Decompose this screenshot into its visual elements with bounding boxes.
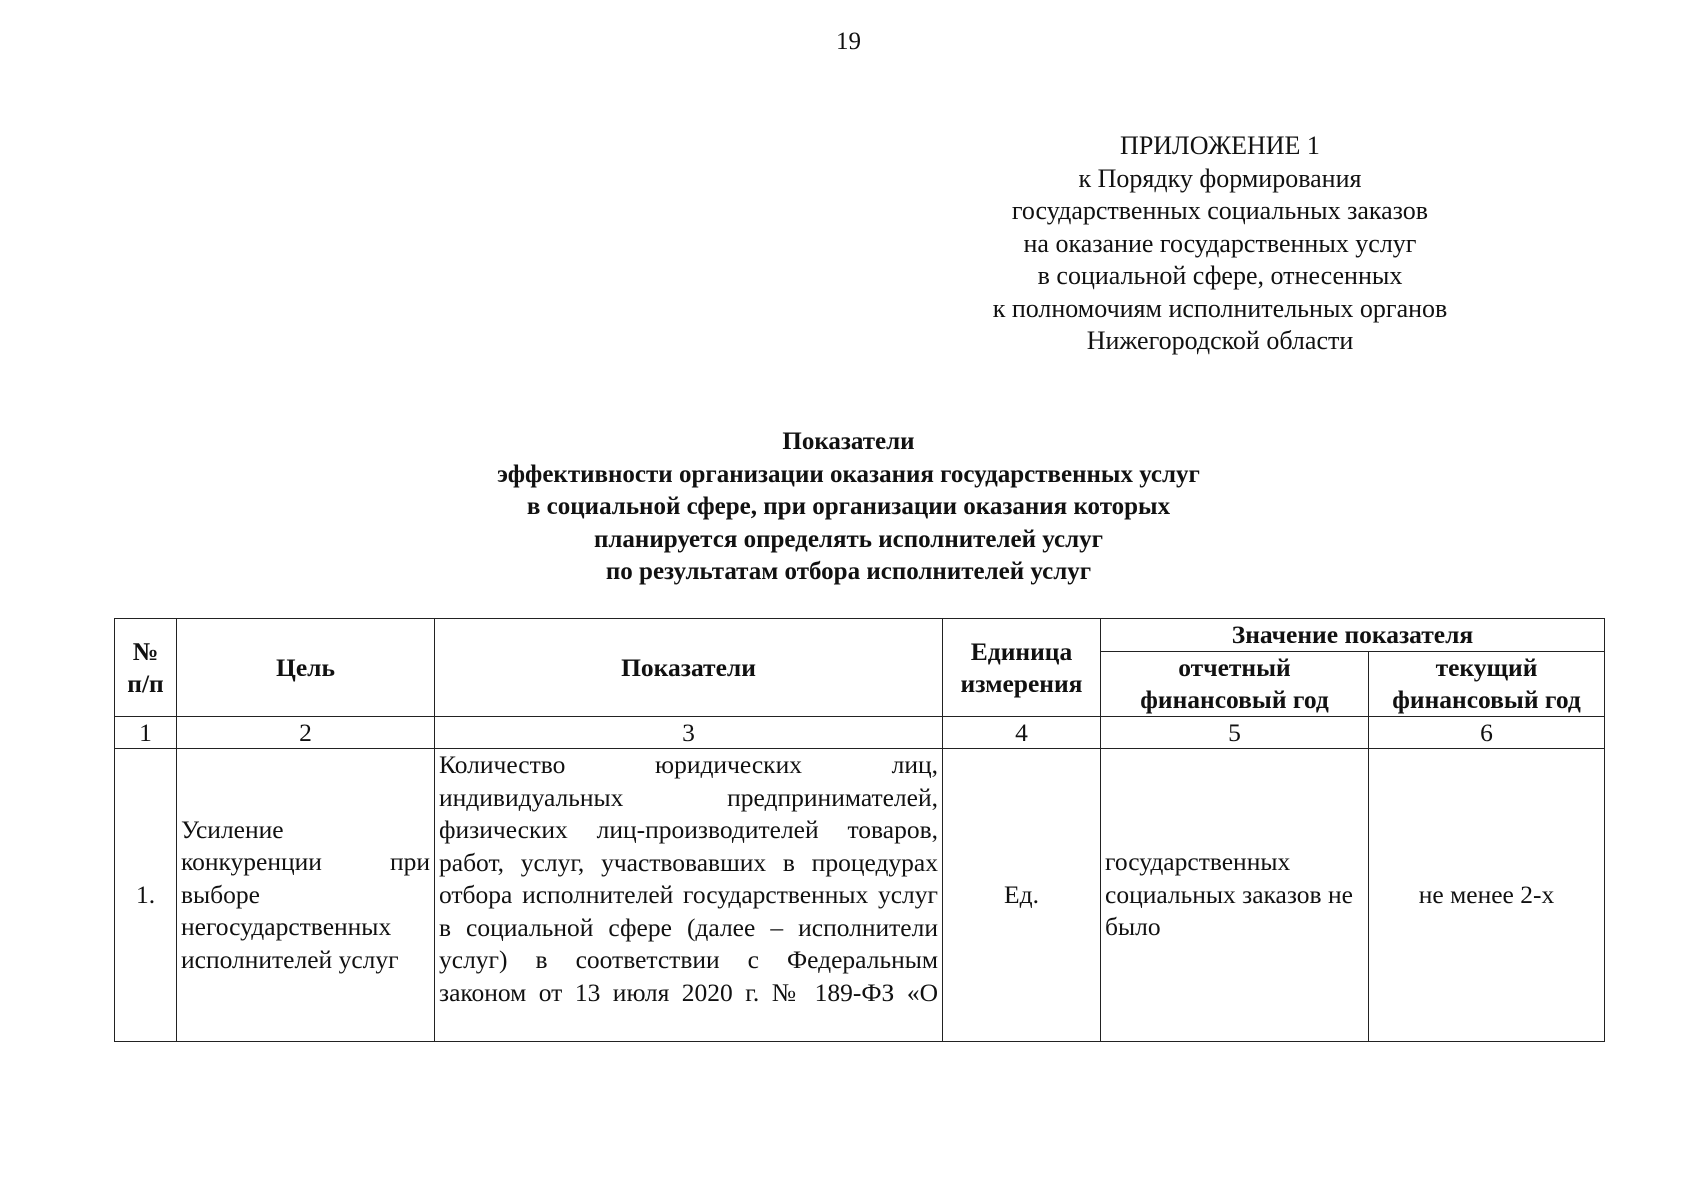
row-goal: Усиление конкуренции при выборе негосударственных исполнителей услуг: [177, 749, 435, 1042]
table-row: [115, 749, 1605, 1042]
column-number: 1: [115, 717, 177, 749]
column-number: 6: [1369, 717, 1605, 749]
title-line: в социальной сфере, при организации оказания которых: [526, 493, 1171, 520]
title-line: планируется определять исполнителей услуг: [594, 525, 1103, 553]
appendix-line: к полномочиям исполнительных органов: [992, 293, 1448, 323]
header-num: № п/п: [115, 619, 177, 717]
header-indicators: Показатели: [435, 619, 943, 717]
appendix-line: государственных социальных заказов: [1011, 196, 1429, 225]
row-unit: Ед.: [943, 749, 1101, 1042]
header-unit: Единица измерения: [943, 619, 1101, 717]
row-indicator: Количество юридических лиц, индивидуальных предпринимателей, физических лиц-производителей товаров, работ, услуг, участвовавших в процедурах отбора исполнителей государственных услуг в социальной сфере (далее – исполнители услуг) в соответствии с Федеральным законом от 13 июля 2020 г. № 189-ФЗ «О: [435, 749, 943, 1042]
header-goal: Цель: [177, 619, 435, 717]
appendix-line: Нижегородской области: [1086, 326, 1354, 355]
column-number: 2: [177, 717, 435, 749]
header-value-group: Значение показателя: [1101, 619, 1605, 652]
indicators-table: [114, 618, 1605, 1042]
header-current-year: текущий финансовый год: [1369, 652, 1605, 717]
row-number: 1.: [115, 749, 177, 1042]
appendix-header: [940, 130, 1500, 358]
column-number: 5: [1101, 717, 1369, 749]
header-reporting-year: отчетный финансовый год: [1101, 652, 1369, 717]
page-number: 19: [836, 28, 861, 55]
appendix-line: к Порядку формирования: [1078, 163, 1362, 193]
appendix-line: ПРИЛОЖЕНИЕ 1: [1120, 131, 1320, 160]
column-number: 3: [435, 717, 943, 749]
title-line: Показатели: [782, 428, 915, 455]
appendix-line: в социальной сфере, отнесенных: [1037, 261, 1403, 290]
row-current-year-value: не менее 2-х: [1369, 749, 1605, 1042]
document-title: [0, 426, 1697, 589]
title-line: по результатам отбора исполнителей услуг: [605, 558, 1092, 585]
row-reporting-year-value: государственных социальных заказов не было: [1101, 749, 1369, 1042]
appendix-line: на оказание государственных услуг: [1023, 228, 1417, 258]
column-number: 4: [943, 717, 1101, 749]
column-number-row: [115, 717, 1605, 749]
title-line: эффективности организации оказания государственных услуг: [497, 460, 1200, 488]
